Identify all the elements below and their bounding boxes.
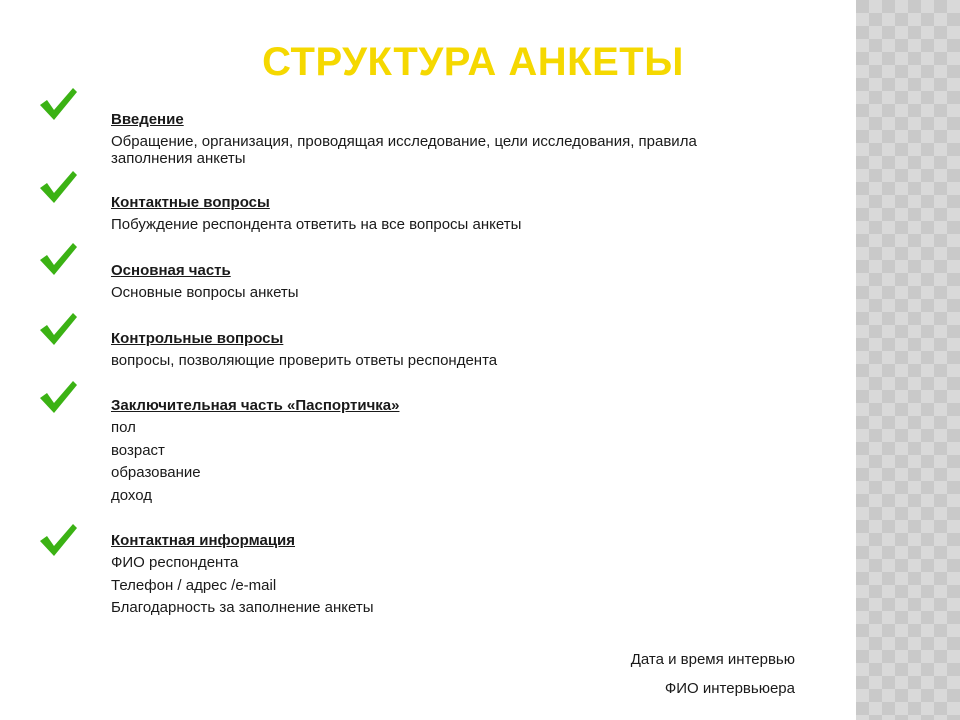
footer-interviewer: ФИО интервьюера <box>664 680 795 697</box>
section-line: доход <box>111 486 153 504</box>
section-heading: Основная часть <box>111 262 231 279</box>
footer-date-time: Дата и время интервью <box>630 651 795 668</box>
section-heading: Контактные вопросы <box>111 194 270 211</box>
section-contact-questions <box>111 194 801 233</box>
checkmark-icon <box>38 311 78 347</box>
section-main-part <box>111 262 801 301</box>
section-heading: Заключительная часть «Паспортичка» <box>111 397 400 414</box>
section-line: пол <box>111 419 136 436</box>
side-pattern-decoration <box>856 0 960 720</box>
checkmark-icon <box>38 379 78 415</box>
section-control-questions <box>111 330 801 369</box>
section-line: Побуждение респондента ответить на все вопросы анкеты <box>111 216 522 233</box>
slide-title: СТРУКТУРА АНКЕТЫ <box>262 40 684 84</box>
section-line: Обращение, организация, проводящая исследование, цели исследования, правила <box>111 133 697 150</box>
section-heading: Введение <box>111 111 184 128</box>
footer-notes <box>631 645 795 703</box>
section-final-part <box>111 397 801 509</box>
section-heading: Контрольные вопросы <box>111 330 284 347</box>
section-line: возраст <box>111 441 165 459</box>
checkmark-icon <box>38 169 78 205</box>
section-line: образование <box>111 464 201 481</box>
checkmark-icon <box>38 241 78 277</box>
section-line: Благодарность за заполнение анкеты <box>111 599 374 616</box>
section-line: Телефон / адрес /e-mail <box>111 576 277 594</box>
section-intro <box>111 111 801 167</box>
section-line: ФИО респондента <box>111 554 239 571</box>
checkmark-icon <box>38 86 78 122</box>
section-line: Основные вопросы анкеты <box>111 284 299 301</box>
checkmark-icon <box>38 522 78 558</box>
section-heading: Контактная информация <box>111 532 296 549</box>
section-line: заполнения анкеты <box>111 150 246 167</box>
section-contact-info <box>111 532 801 622</box>
section-line: вопросы, позволяющие проверить ответы респондента <box>111 352 498 369</box>
